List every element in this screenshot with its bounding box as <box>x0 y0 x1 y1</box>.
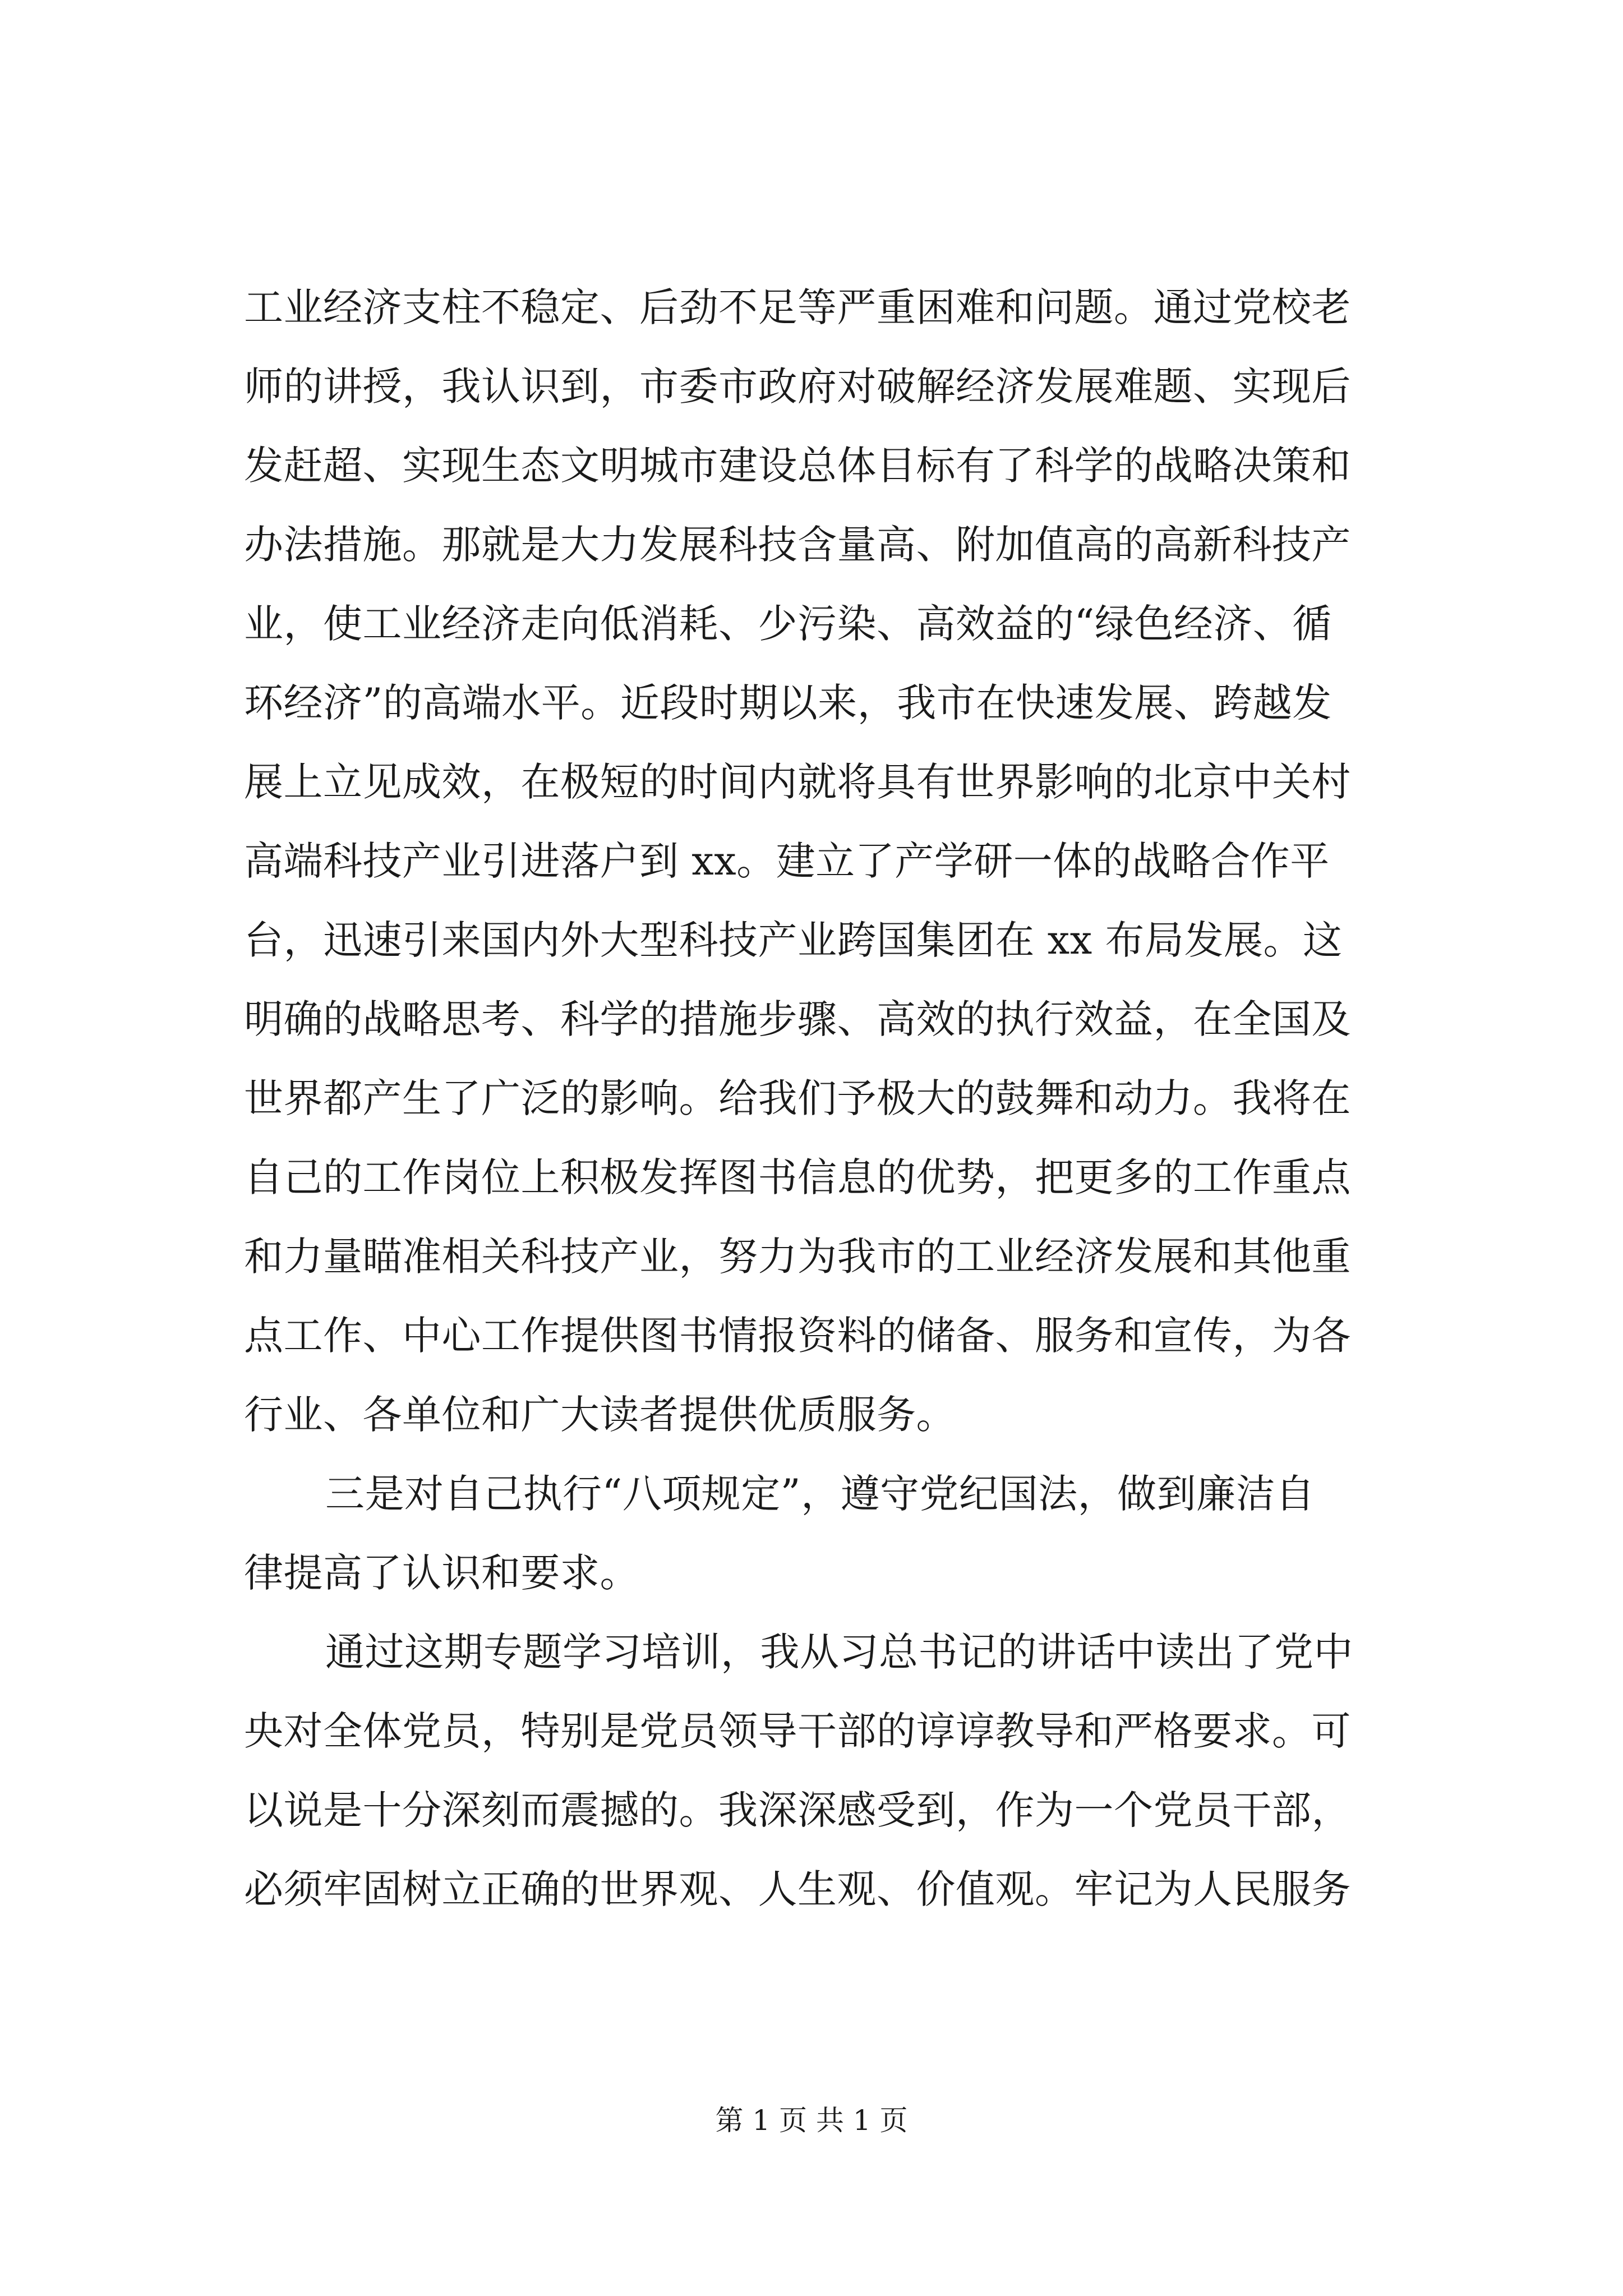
paragraph-start-line: 通过这期专题学习培训，我从习总书记的讲话中读出了党中 <box>325 1629 1353 1675</box>
text-line: 师的讲授，我认识到，市委市政府对破解经济发展难题、实现后 <box>244 364 1351 409</box>
page-number-label: 第 1 页 共 1 页 <box>715 2104 908 2137</box>
paragraph-start-line: 三是对自己执行“八项规定”，遵守党纪国法，做到廉洁自 <box>325 1471 1315 1517</box>
document-body <box>244 268 1399 1929</box>
text-line: 台，迅速引来国内外大型科技产业跨国集团在 xx 布局发展。这 <box>244 917 1343 963</box>
text-line: 办法措施。那就是大力发展科技含量高、附加值高的高新科技产 <box>244 522 1351 568</box>
text-line: 明确的战略思考、科学的措施步骤、高效的执行效益，在全国及 <box>244 996 1351 1042</box>
text-line: 央对全体党员，特别是党员领导干部的谆谆教导和严格要求。可 <box>244 1708 1351 1754</box>
page-footer <box>0 2101 1623 2140</box>
text-line: 环经济”的高端水平。近段时期以来，我市在快速发展、跨越发 <box>244 680 1332 726</box>
text-line: 点工作、中心工作提供图书情报资料的储备、服务和宣传，为各 <box>244 1313 1351 1359</box>
text-line: 以说是十分深刻而震撼的。我深深感受到，作为一个党员干部， <box>244 1787 1351 1833</box>
text-line: 律提高了认识和要求。 <box>244 1550 639 1596</box>
text-line: 自己的工作岗位上积极发挥图书信息的优势，把更多的工作重点 <box>244 1154 1351 1200</box>
text-line: 和力量瞄准相关科技产业，努力为我市的工业经济发展和其他重 <box>244 1234 1351 1280</box>
text-line: 工业经济支柱不稳定、后劲不足等严重困难和问题。通过党校老 <box>244 284 1351 330</box>
text-line: 高端科技产业引进落户到 xx。建立了产学研一体的战略合作平 <box>244 838 1330 884</box>
text-line: 行业、各单位和广大读者提供优质服务。 <box>244 1392 956 1438</box>
text-line: 必须牢固树立正确的世界观、人生观、价值观。牢记为人民服务 <box>244 1866 1351 1912</box>
text-line: 业，使工业经济走向低消耗、少污染、高效益的“绿色经济、循 <box>244 601 1332 647</box>
text-line: 发赶超、实现生态文明城市建设总体目标有了科学的战略决策和 <box>244 443 1351 489</box>
text-line: 世界都产生了广泛的影响。给我们予极大的鼓舞和动力。我将在 <box>244 1075 1351 1121</box>
text-line: 展上立见成效，在极短的时间内就将具有世界影响的北京中关村 <box>244 759 1351 805</box>
